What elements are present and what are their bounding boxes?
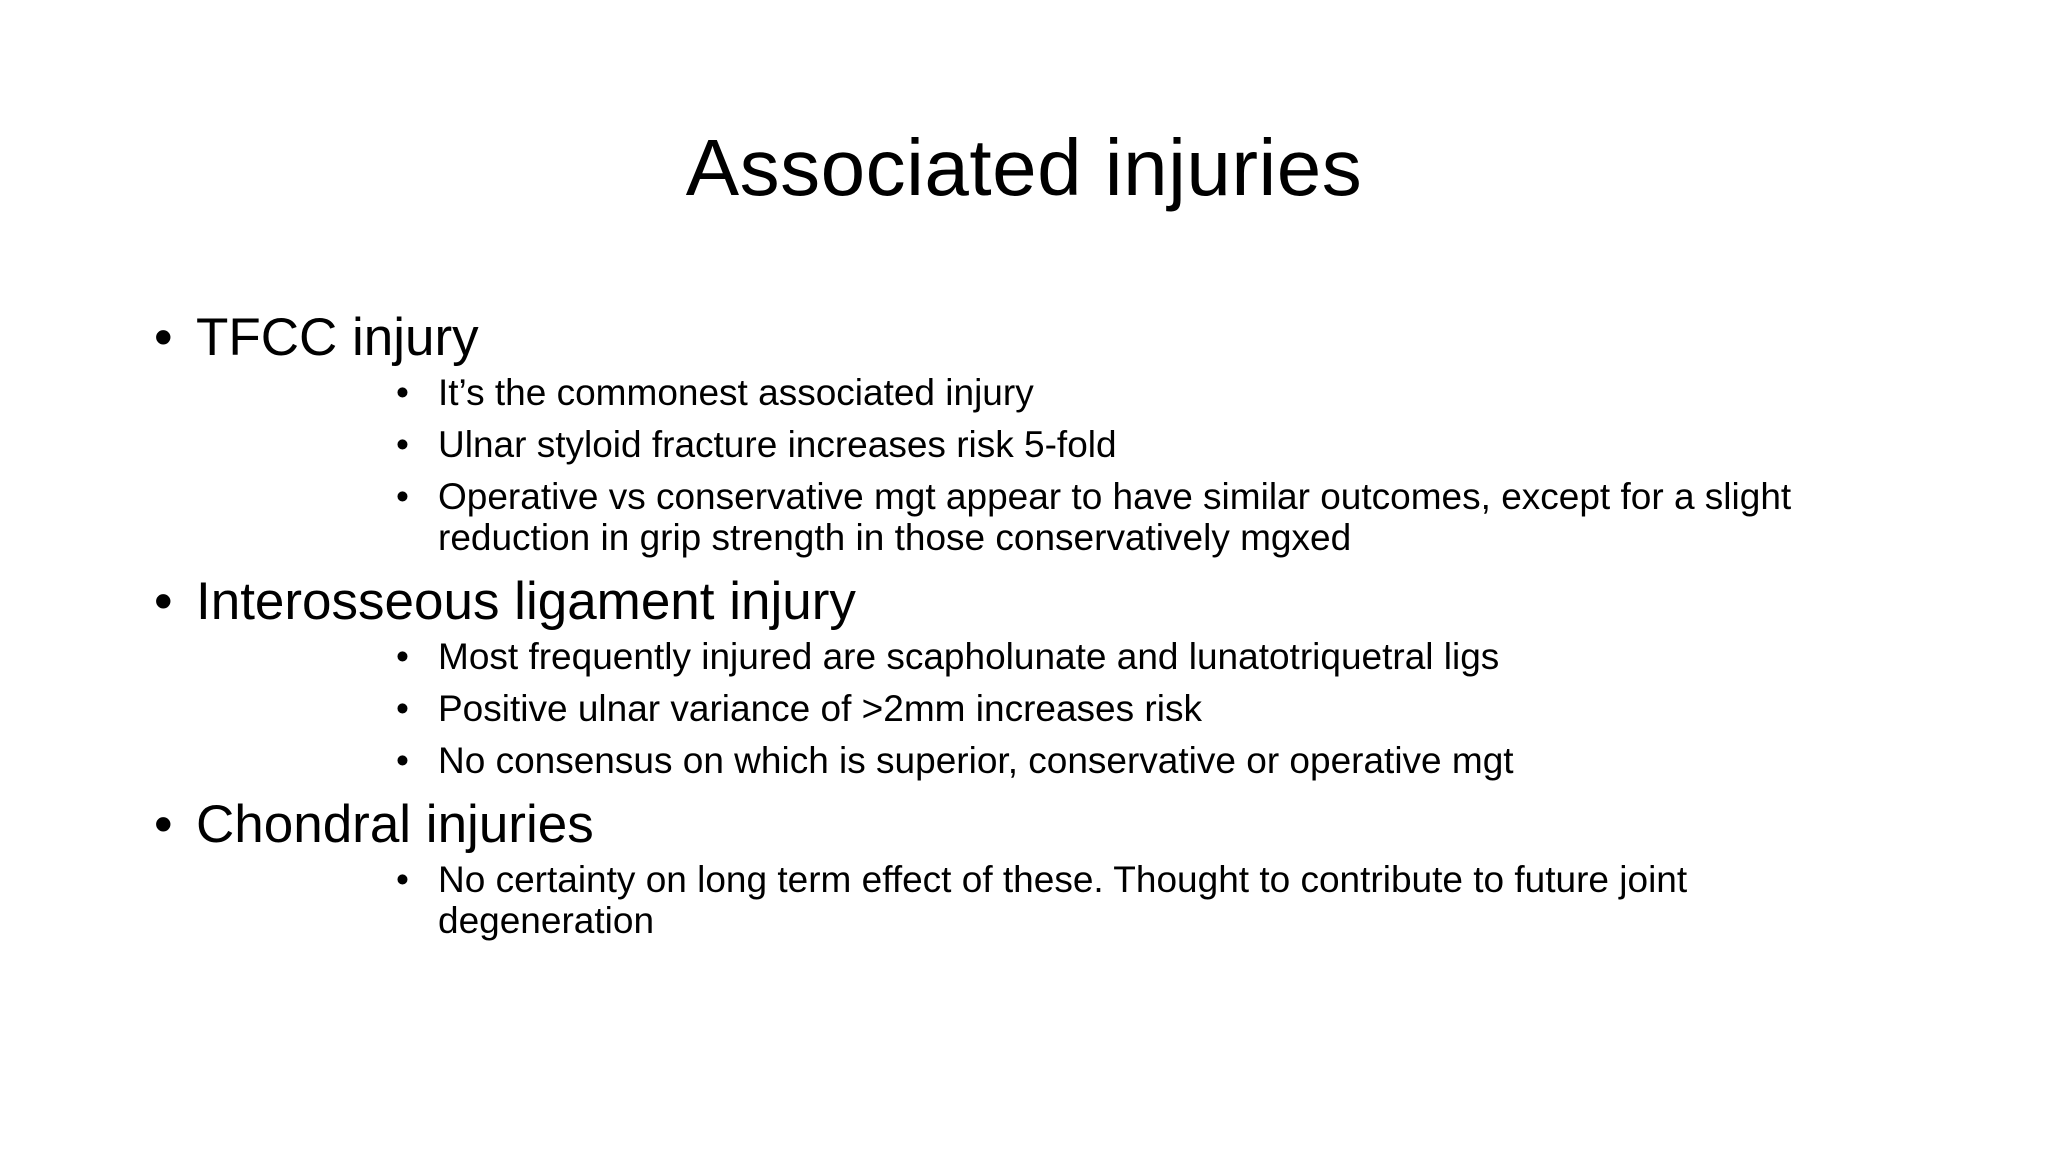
bullet-icon: • [396, 636, 409, 677]
sub-bullet-text: It’s the commonest associated injury [438, 372, 1034, 413]
bullet-icon: • [396, 424, 409, 465]
sub-bullet-list [196, 372, 1854, 558]
sub-bullet-list [196, 859, 1854, 941]
slide-title: Associated injuries [685, 123, 1363, 212]
sub-bullet-text: Most frequently injured are scapholunate and lunatotriquetral ligs [438, 636, 1500, 677]
section-chondral-injuries [154, 793, 1854, 941]
bullet-icon: • [396, 372, 409, 413]
sub-bullet-item [396, 859, 1854, 941]
sub-bullet-item [396, 372, 1854, 413]
bullet-icon: • [396, 859, 409, 900]
bullet-icon: • [154, 572, 173, 631]
sub-bullet-text: Ulnar styloid fracture increases risk 5-fold [438, 424, 1117, 465]
bullet-icon: • [396, 740, 409, 781]
sub-bullet-text: Operative vs conservative mgt appear to have similar outcomes, except for a slight reduction in grip strength in those conservatively mgxed [438, 476, 1792, 558]
sub-bullet-item [396, 740, 1854, 781]
sub-bullet-item [396, 636, 1854, 677]
sub-bullet-item [396, 688, 1854, 729]
section-interosseous-ligament-injury [154, 570, 1854, 781]
section-heading: Interosseous ligament injury [196, 572, 856, 631]
sub-bullet-list [196, 636, 1854, 781]
bullet-icon: • [396, 688, 409, 729]
sub-bullet-text: No certainty on long term effect of these. Thought to contribute to future joint degeneration [438, 859, 1688, 941]
sub-bullet-text: No consensus on which is superior, conservative or operative mgt [438, 740, 1514, 781]
section-heading: TFCC injury [196, 308, 479, 367]
bullet-list [154, 306, 1854, 952]
bullet-icon: • [154, 308, 173, 367]
sub-bullet-text: Positive ulnar variance of >2mm increases risk [438, 688, 1202, 729]
section-heading: Chondral injuries [196, 795, 594, 854]
bullet-icon: • [396, 476, 409, 517]
section-tfcc-injury [154, 306, 1854, 558]
sub-bullet-item [396, 424, 1854, 465]
bullet-icon: • [154, 795, 173, 854]
sub-bullet-item [396, 476, 1854, 558]
